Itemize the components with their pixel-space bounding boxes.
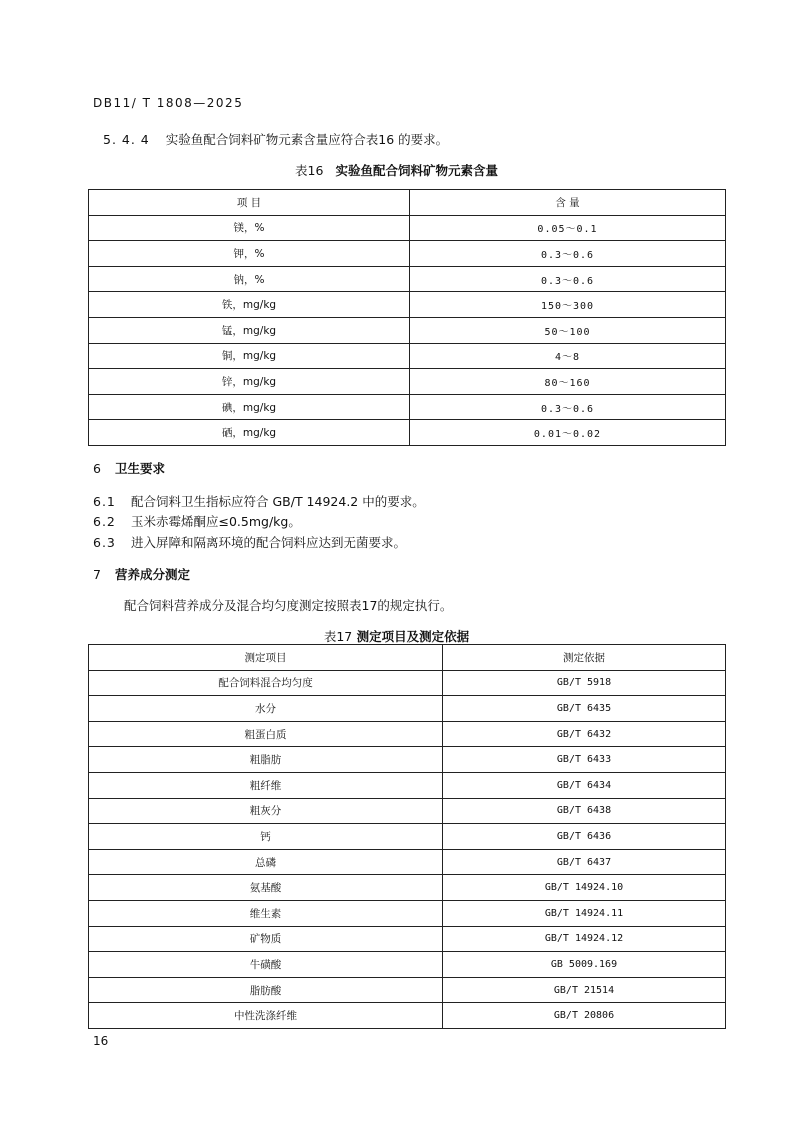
- table-row: [89, 215, 726, 241]
- section7-heading: [93, 565, 190, 583]
- table-row: [89, 824, 726, 850]
- table-cell: GB/T 5918: [443, 670, 726, 696]
- table-cell: 铜，mg/kg: [89, 343, 410, 369]
- table17-caption: [0, 627, 793, 645]
- table-cell: GB/T 14924.12: [443, 926, 726, 952]
- table-cell: 硒，mg/kg: [89, 420, 410, 446]
- table-cell: 铁，mg/kg: [89, 292, 410, 318]
- table-cell: 80～160: [410, 369, 726, 395]
- table-row: [89, 747, 726, 773]
- table-row: [89, 772, 726, 798]
- clause-number: 6.3: [93, 535, 116, 550]
- section6-number: 6: [93, 461, 101, 476]
- table17-caption-number: 表17: [323, 629, 353, 644]
- clause-6-1: [93, 492, 425, 510]
- table-cell: 4～8: [410, 343, 726, 369]
- table16: [88, 189, 726, 446]
- table-row: [89, 241, 726, 267]
- section6-title: 卫生要求: [114, 461, 165, 476]
- table-row: [89, 977, 726, 1003]
- table-cell: 钠，%: [89, 266, 410, 292]
- clause-number: 6.2: [93, 514, 116, 529]
- section7-paragraph: 配合饲料营养成分及混合均匀度测定按照表17的规定执行。: [124, 598, 453, 613]
- table-row: [89, 875, 726, 901]
- table-row: [89, 369, 726, 395]
- table-cell: GB/T 6438: [443, 798, 726, 824]
- table-cell: 钙: [89, 824, 443, 850]
- table-cell: 150～300: [410, 292, 726, 318]
- table-cell: GB/T 6432: [443, 721, 726, 747]
- table-row: [89, 696, 726, 722]
- table-cell: 锌，mg/kg: [89, 369, 410, 395]
- table16-header-item: 项 目: [89, 190, 410, 216]
- table-cell: GB/T 6433: [443, 747, 726, 773]
- table-cell: 配合饲料混合均匀度: [89, 670, 443, 696]
- table-cell: 粗脂肪: [89, 747, 443, 773]
- table-row: [89, 849, 726, 875]
- table-cell: 50～100: [410, 317, 726, 343]
- page-number: 16: [93, 1034, 109, 1048]
- table-cell: 矿物质: [89, 926, 443, 952]
- table-cell: GB/T 20806: [443, 1003, 726, 1029]
- table17-caption-title: 测定项目及测定依据: [356, 629, 470, 644]
- table-cell: GB/T 6435: [443, 696, 726, 722]
- table-cell: 锰，mg/kg: [89, 317, 410, 343]
- table-row: [89, 670, 726, 696]
- table-row: [89, 317, 726, 343]
- table-row: [89, 266, 726, 292]
- clause-5-4-4: [103, 130, 448, 148]
- clause-text: 实验鱼配合饲料矿物元素含量应符合表16 的要求。: [165, 132, 449, 147]
- table-row: [89, 900, 726, 926]
- clause-text: 配合饲料卫生指标应符合 GB/T 14924.2 中的要求。: [131, 494, 425, 509]
- table-row: [89, 292, 726, 318]
- table-cell: 牛磺酸: [89, 952, 443, 978]
- table17: [88, 644, 726, 1029]
- table-cell: GB/T 14924.11: [443, 900, 726, 926]
- table-row: [89, 926, 726, 952]
- table-cell: 维生素: [89, 900, 443, 926]
- table-cell: 钾，%: [89, 241, 410, 267]
- table-row: [89, 343, 726, 369]
- document-header: DB11/ T 1808—2025: [93, 96, 244, 110]
- table-cell: 0.05～0.1: [410, 215, 726, 241]
- table-cell: 0.3～0.6: [410, 266, 726, 292]
- section7-title: 营养成分测定: [114, 567, 190, 582]
- table-cell: 脂肪酸: [89, 977, 443, 1003]
- table-row: [89, 721, 726, 747]
- table-cell: 粗灰分: [89, 798, 443, 824]
- table-row: [89, 952, 726, 978]
- table-row: [89, 394, 726, 420]
- table-cell: 0.3～0.6: [410, 241, 726, 267]
- table-cell: 粗蛋白质: [89, 721, 443, 747]
- table-cell: 氨基酸: [89, 875, 443, 901]
- table-cell: 总磷: [89, 849, 443, 875]
- table-cell: GB/T 14924.10: [443, 875, 726, 901]
- table17-header-item: 测定项目: [89, 645, 443, 671]
- table-row: [89, 798, 726, 824]
- table-cell: 0.3～0.6: [410, 394, 726, 420]
- table16-caption-number: 表16: [295, 163, 324, 178]
- clause-text: 玉米赤霉烯酮应≤0.5mg/kg。: [131, 514, 301, 529]
- clause-text: 进入屏障和隔离环境的配合饲料应达到无菌要求。: [131, 535, 407, 550]
- table-cell: 水分: [89, 696, 443, 722]
- table-cell: GB/T 6436: [443, 824, 726, 850]
- table16-caption-title: 实验鱼配合饲料矿物元素含量: [335, 163, 498, 178]
- clause-6-2: [93, 512, 301, 530]
- table16-header-content: 含 量: [410, 190, 726, 216]
- table17-header-row: [89, 645, 726, 671]
- table-cell: GB/T 6437: [443, 849, 726, 875]
- table-cell: 中性洗涤纤维: [89, 1003, 443, 1029]
- table-cell: 碘，mg/kg: [89, 394, 410, 420]
- section7-number: 7: [93, 567, 101, 582]
- table-cell: GB/T 6434: [443, 772, 726, 798]
- clause-number: 6.1: [93, 494, 116, 509]
- table-cell: GB/T 21514: [443, 977, 726, 1003]
- table-cell: 镁，%: [89, 215, 410, 241]
- clause-6-3: [93, 533, 406, 551]
- table-row: [89, 1003, 726, 1029]
- table16-header-row: [89, 190, 726, 216]
- table17-header-basis: 测定依据: [443, 645, 726, 671]
- table-cell: 0.01～0.02: [410, 420, 726, 446]
- table16-caption: [0, 161, 793, 179]
- table-cell: GB 5009.169: [443, 952, 726, 978]
- clause-number: 5. 4. 4: [103, 132, 150, 147]
- table-row: [89, 420, 726, 446]
- section6-heading: [93, 459, 165, 477]
- table-cell: 粗纤维: [89, 772, 443, 798]
